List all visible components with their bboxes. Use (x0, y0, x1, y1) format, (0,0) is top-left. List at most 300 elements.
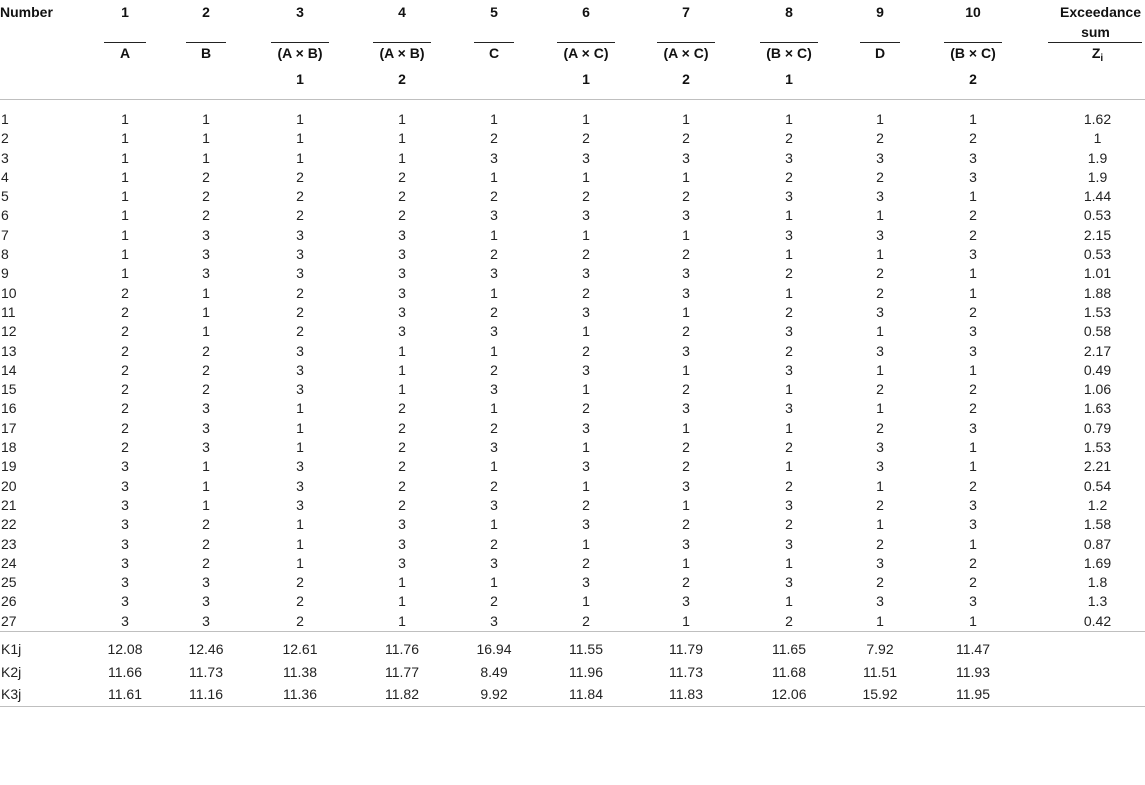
level-cell: 3 (582, 303, 590, 320)
level-cell: 1 (876, 612, 884, 629)
level-cell: 1 (398, 361, 406, 378)
level-cell: 1 (785, 284, 793, 301)
table-row (0, 419, 1145, 438)
header-factor: B (200, 45, 212, 61)
header-col-number: 5 (490, 4, 498, 20)
level-cell: 2 (876, 381, 884, 398)
header-col-number: 1 (121, 4, 129, 20)
k-sum-empty-cell (1028, 661, 1145, 684)
level-cell: 2 (682, 516, 690, 533)
k-sum-cell: 12.06 (736, 683, 842, 706)
level-cell: 3 (398, 323, 406, 340)
header-col-number: 8 (785, 4, 793, 20)
k-sum-cell: 16.94 (476, 641, 512, 658)
level-cell: 1 (121, 207, 129, 224)
level-cell: 2 (296, 284, 304, 301)
level-cell: 2 (202, 168, 210, 185)
k-sum-label: K1j (1, 641, 22, 658)
level-cell: 2 (682, 246, 690, 263)
level-cell: 1 (202, 477, 210, 494)
level-cell: 1 (785, 554, 793, 571)
row-number: 11 (1, 303, 16, 320)
row-number: 1 (1, 111, 9, 127)
level-cell: 2 (296, 323, 304, 340)
level-cell: 2 (682, 439, 690, 456)
level-cell: 2 (296, 188, 304, 205)
exceedance-sum-cell: 1.01 (1083, 265, 1112, 282)
table-row (0, 264, 1145, 283)
level-cell: 2 (490, 419, 498, 436)
table-row (0, 149, 1145, 168)
table-row (0, 284, 1145, 303)
header-factor: (A × B) (277, 45, 323, 61)
level-cell: 1 (876, 400, 884, 417)
level-cell: 3 (121, 574, 129, 591)
exceedance-sum-cell: 0.54 (1083, 477, 1112, 494)
level-cell: 2 (398, 207, 406, 224)
level-cell: 1 (582, 323, 590, 340)
level-cell: 2 (876, 574, 884, 591)
exceedance-sum-cell: 1.3 (1087, 593, 1108, 610)
level-cell: 2 (582, 246, 590, 263)
level-cell: 3 (398, 265, 406, 282)
level-cell: 1 (876, 207, 884, 224)
level-cell: 2 (490, 303, 498, 320)
level-cell: 2 (582, 496, 590, 513)
header-col-number: 7 (682, 4, 690, 20)
table-row (0, 612, 1145, 632)
exceedance-sum-cell: 0.87 (1083, 535, 1112, 552)
row-number: 2 (1, 130, 9, 147)
level-cell: 3 (582, 361, 590, 378)
level-cell: 2 (785, 265, 793, 282)
level-cell: 2 (969, 574, 977, 591)
level-cell: 3 (582, 149, 590, 166)
k-sum-row (0, 661, 1145, 684)
level-cell: 3 (682, 593, 690, 610)
level-cell: 1 (876, 323, 884, 340)
level-cell: 3 (398, 246, 406, 263)
k-sum-cell: 11.76 (385, 641, 419, 658)
level-cell: 3 (296, 496, 304, 513)
level-cell: 1 (121, 265, 129, 282)
level-cell: 3 (785, 323, 793, 340)
header-factor: D (874, 45, 886, 61)
level-cell: 2 (682, 130, 690, 147)
k-sum-cell: 11.68 (772, 663, 806, 680)
table-row (0, 361, 1145, 380)
exceedance-sum-cell: 1.63 (1083, 400, 1112, 417)
level-cell: 1 (296, 111, 304, 127)
level-cell: 2 (876, 130, 884, 147)
table-row (0, 100, 1145, 130)
k-sum-cell: 11.79 (669, 641, 703, 658)
level-cell: 2 (682, 574, 690, 591)
k-sum-row (0, 683, 1145, 706)
overline-rule (944, 42, 1002, 43)
header-factor-sub: 2 (682, 71, 690, 87)
level-cell: 2 (121, 400, 129, 417)
level-cell: 3 (785, 535, 793, 552)
level-cell: 2 (785, 477, 793, 494)
level-cell: 3 (876, 342, 884, 359)
row-number: 18 (1, 439, 17, 456)
level-cell: 1 (785, 381, 793, 398)
row-number: 10 (1, 284, 17, 301)
k-sum-cell: 7.92 (866, 641, 894, 658)
header-exceedance-sum (1028, 2, 1145, 42)
level-cell: 2 (121, 381, 129, 398)
level-cell: 3 (121, 593, 129, 610)
overline-rule (760, 42, 818, 43)
level-cell: 1 (582, 593, 590, 610)
level-cell: 2 (296, 303, 304, 320)
header-exceedance-line2: sum (1081, 24, 1110, 40)
level-cell: 3 (296, 477, 304, 494)
k-sum-rows (0, 632, 1145, 707)
level-cell: 1 (202, 323, 210, 340)
level-cell: 1 (398, 593, 406, 610)
row-number: 21 (1, 496, 17, 513)
row-number: 15 (1, 381, 17, 398)
row-number: 27 (1, 612, 17, 629)
header-col-number: 6 (582, 4, 590, 20)
row-number: 19 (1, 458, 17, 475)
level-cell: 1 (202, 284, 210, 301)
level-cell: 3 (398, 226, 406, 243)
level-cell: 2 (785, 516, 793, 533)
level-cell: 3 (121, 496, 129, 513)
level-cell: 1 (490, 400, 498, 417)
level-cell: 2 (785, 130, 793, 147)
table-row (0, 438, 1145, 457)
header-number-label: Number (0, 4, 53, 20)
header-z-label: $Z_i$ (1091, 45, 1104, 64)
table-header (0, 2, 1145, 100)
level-cell: 3 (582, 516, 590, 533)
level-cell: 1 (682, 168, 690, 185)
k-sum-cell: 11.36 (248, 683, 352, 706)
level-cell: 1 (682, 226, 690, 243)
level-cell: 2 (969, 226, 977, 243)
level-cell: 3 (296, 342, 304, 359)
header-factor-sub: 2 (398, 71, 406, 87)
row-number: 3 (1, 149, 9, 166)
k-sum-empty-cell (1028, 638, 1145, 661)
level-cell: 1 (121, 188, 129, 205)
level-cell: 2 (121, 323, 129, 340)
table-row (0, 592, 1145, 611)
level-cell: 3 (490, 323, 498, 340)
level-cell: 2 (876, 168, 884, 185)
k-sum-row (0, 638, 1145, 661)
level-cell: 3 (969, 149, 977, 166)
level-cell: 2 (296, 593, 304, 610)
level-cell: 3 (296, 458, 304, 475)
level-cell: 1 (785, 458, 793, 475)
level-cell: 2 (582, 612, 590, 629)
level-cell: 2 (398, 168, 406, 185)
row-number: 8 (1, 246, 9, 263)
level-cell: 2 (876, 496, 884, 513)
header-factor-sub: 2 (969, 71, 977, 87)
level-cell: 1 (969, 439, 977, 456)
level-cell: 3 (682, 284, 690, 301)
level-cell: 2 (969, 554, 977, 571)
level-cell: 1 (398, 612, 406, 629)
level-cell: 3 (490, 439, 498, 456)
overline-rule (860, 42, 900, 43)
level-cell: 3 (785, 496, 793, 513)
level-cell: 2 (296, 574, 304, 591)
level-cell: 3 (202, 574, 210, 591)
level-cell: 3 (296, 246, 304, 263)
level-cell: 3 (582, 419, 590, 436)
level-cell: 2 (398, 188, 406, 205)
level-cell: 2 (582, 554, 590, 571)
level-cell: 1 (296, 516, 304, 533)
level-cell: 3 (490, 207, 498, 224)
table-row (0, 515, 1145, 534)
level-cell: 3 (969, 246, 977, 263)
level-cell: 3 (785, 400, 793, 417)
level-cell: 2 (876, 419, 884, 436)
level-cell: 1 (296, 400, 304, 417)
level-cell: 2 (398, 419, 406, 436)
exceedance-sum-cell: 2.15 (1083, 226, 1112, 243)
level-cell: 1 (296, 149, 304, 166)
level-cell: 2 (582, 130, 590, 147)
level-cell: 1 (682, 361, 690, 378)
level-cell: 2 (121, 342, 129, 359)
header-exceedance-line1: Exceedance (1060, 4, 1141, 20)
level-cell: 3 (398, 554, 406, 571)
level-cell: 3 (969, 516, 977, 533)
level-cell: 2 (296, 207, 304, 224)
k-sum-cell: 11.65 (772, 641, 806, 658)
overline-rule (186, 42, 226, 43)
table-row (0, 554, 1145, 573)
k-sum-empty-cell (1028, 683, 1145, 706)
level-cell: 1 (202, 458, 210, 475)
level-cell: 3 (785, 188, 793, 205)
level-cell: 1 (876, 477, 884, 494)
level-cell: 2 (785, 168, 793, 185)
header-factor: (A × C) (663, 45, 709, 61)
level-cell: 3 (202, 400, 210, 417)
level-cell: 3 (876, 458, 884, 475)
level-cell: 3 (876, 303, 884, 320)
level-cell: 1 (969, 111, 977, 127)
level-cell: 2 (398, 477, 406, 494)
level-cell: 3 (202, 439, 210, 456)
level-cell: 1 (121, 111, 129, 127)
exceedance-sum-cell: 0.79 (1083, 419, 1112, 436)
header-factor: (A × B) (379, 45, 425, 61)
table-row (0, 322, 1145, 341)
level-cell: 1 (490, 458, 498, 475)
level-cell: 1 (398, 381, 406, 398)
level-cell: 1 (121, 168, 129, 185)
level-cell: 1 (876, 111, 884, 127)
level-cell: 1 (296, 535, 304, 552)
level-cell: 3 (398, 535, 406, 552)
k-sum-cell: 11.82 (352, 683, 452, 706)
level-cell: 1 (490, 284, 498, 301)
level-cell: 3 (121, 516, 129, 533)
level-cell: 1 (876, 516, 884, 533)
level-cell: 1 (490, 111, 498, 127)
level-cell: 1 (202, 149, 210, 166)
level-cell: 1 (398, 574, 406, 591)
k-sum-cell: 11.73 (189, 663, 223, 680)
k-sum-cell: 11.93 (956, 663, 990, 680)
level-cell: 1 (682, 554, 690, 571)
level-cell: 1 (969, 284, 977, 301)
level-cell: 3 (202, 265, 210, 282)
exceedance-sum-cell: 0.53 (1083, 246, 1112, 263)
level-cell: 3 (121, 458, 129, 475)
row-number: 6 (1, 207, 9, 224)
table-row (0, 226, 1145, 245)
level-cell: 1 (296, 419, 304, 436)
row-number: 14 (1, 361, 17, 378)
level-cell: 2 (785, 342, 793, 359)
level-cell: 1 (682, 419, 690, 436)
level-cell: 3 (398, 516, 406, 533)
level-cell: 2 (202, 188, 210, 205)
row-number: 20 (1, 477, 17, 494)
level-cell: 3 (969, 168, 977, 185)
level-cell: 2 (682, 323, 690, 340)
k-sum-cell: 11.96 (569, 663, 603, 680)
level-cell: 2 (121, 419, 129, 436)
level-cell: 3 (969, 323, 977, 340)
header-factor-sub (164, 69, 248, 91)
k-sum-cell: 11.16 (164, 683, 248, 706)
k-sum-cell: 11.83 (636, 683, 736, 706)
level-cell: 1 (398, 342, 406, 359)
level-cell: 1 (785, 111, 793, 127)
level-cell: 1 (876, 361, 884, 378)
row-number: 17 (1, 419, 17, 436)
table-row (0, 399, 1145, 418)
level-cell: 1 (121, 149, 129, 166)
level-cell: 2 (969, 130, 977, 147)
k-sum-cell: 8.49 (480, 663, 508, 680)
level-cell: 1 (296, 130, 304, 147)
exceedance-sum-cell: 1.53 (1083, 303, 1112, 320)
level-cell: 1 (490, 168, 498, 185)
level-cell: 2 (121, 303, 129, 320)
level-cell: 1 (398, 111, 406, 127)
level-cell: 2 (490, 593, 498, 610)
level-cell: 3 (876, 226, 884, 243)
level-cell: 3 (682, 149, 690, 166)
level-cell: 2 (682, 381, 690, 398)
row-number: 16 (1, 400, 17, 417)
level-cell: 2 (398, 439, 406, 456)
exceedance-sum-cell: 1.8 (1087, 574, 1108, 591)
header-factor-sub (842, 69, 918, 91)
level-cell: 1 (969, 188, 977, 205)
k-sum-cell: 11.55 (569, 641, 603, 658)
header-bottom-rule (0, 91, 1145, 100)
level-cell: 2 (490, 246, 498, 263)
k-sum-cell: 11.84 (536, 683, 636, 706)
level-cell: 1 (490, 226, 498, 243)
row-number: 5 (1, 188, 9, 205)
level-cell: 1 (582, 168, 590, 185)
level-cell: 2 (202, 554, 210, 571)
level-cell: 2 (876, 265, 884, 282)
level-cell: 2 (202, 535, 210, 552)
level-cell: 1 (582, 535, 590, 552)
level-cell: 1 (398, 130, 406, 147)
level-cell: 1 (969, 535, 977, 552)
level-cell: 1 (785, 246, 793, 263)
level-cell: 2 (121, 361, 129, 378)
table-row (0, 168, 1145, 187)
level-cell: 2 (202, 342, 210, 359)
level-cell: 2 (121, 439, 129, 456)
table-row (0, 573, 1145, 592)
level-cell: 1 (582, 226, 590, 243)
table-row (0, 535, 1145, 554)
exceedance-sum-cell: 1.9 (1087, 168, 1108, 185)
level-cell: 3 (582, 207, 590, 224)
level-cell: 1 (490, 342, 498, 359)
level-cell: 2 (490, 477, 498, 494)
k-sum-cell: 11.61 (86, 683, 164, 706)
header-rule-row (0, 42, 1145, 43)
exceedance-sum-cell: 1.58 (1083, 516, 1112, 533)
exceedance-sum-cell: 0.53 (1083, 207, 1112, 224)
level-cell: 3 (121, 477, 129, 494)
row-number: 7 (1, 226, 9, 243)
level-cell: 3 (296, 381, 304, 398)
level-cell: 3 (490, 554, 498, 571)
exceedance-sum-cell: 1.2 (1087, 496, 1108, 513)
level-cell: 1 (582, 381, 590, 398)
level-cell: 2 (202, 207, 210, 224)
level-cell: 1 (785, 207, 793, 224)
level-cell: 2 (969, 207, 977, 224)
exceedance-sum-cell: 0.49 (1083, 361, 1112, 378)
level-cell: 2 (296, 612, 304, 629)
data-rows (0, 100, 1145, 632)
exceedance-sum-cell: 2.17 (1083, 342, 1112, 359)
exceedance-sum-cell: 1 (1093, 130, 1102, 147)
overline-rule (104, 42, 146, 43)
level-cell: 3 (582, 265, 590, 282)
exceedance-sum-cell: 1.62 (1083, 111, 1112, 127)
level-cell: 3 (202, 612, 210, 629)
level-cell: 3 (969, 593, 977, 610)
level-cell: 1 (582, 111, 590, 127)
row-number: 22 (1, 516, 17, 533)
table-row (0, 457, 1145, 476)
header-factor-sub: 1 (785, 71, 793, 87)
header-column-numbers-row (0, 2, 1145, 42)
header-factor: C (488, 45, 500, 61)
k-sum-cell: 11.66 (108, 663, 142, 680)
level-cell: 2 (398, 496, 406, 513)
level-cell: 3 (785, 574, 793, 591)
table-row (0, 187, 1145, 206)
k-sum-cell: 11.73 (669, 663, 703, 680)
level-cell: 1 (202, 496, 210, 513)
